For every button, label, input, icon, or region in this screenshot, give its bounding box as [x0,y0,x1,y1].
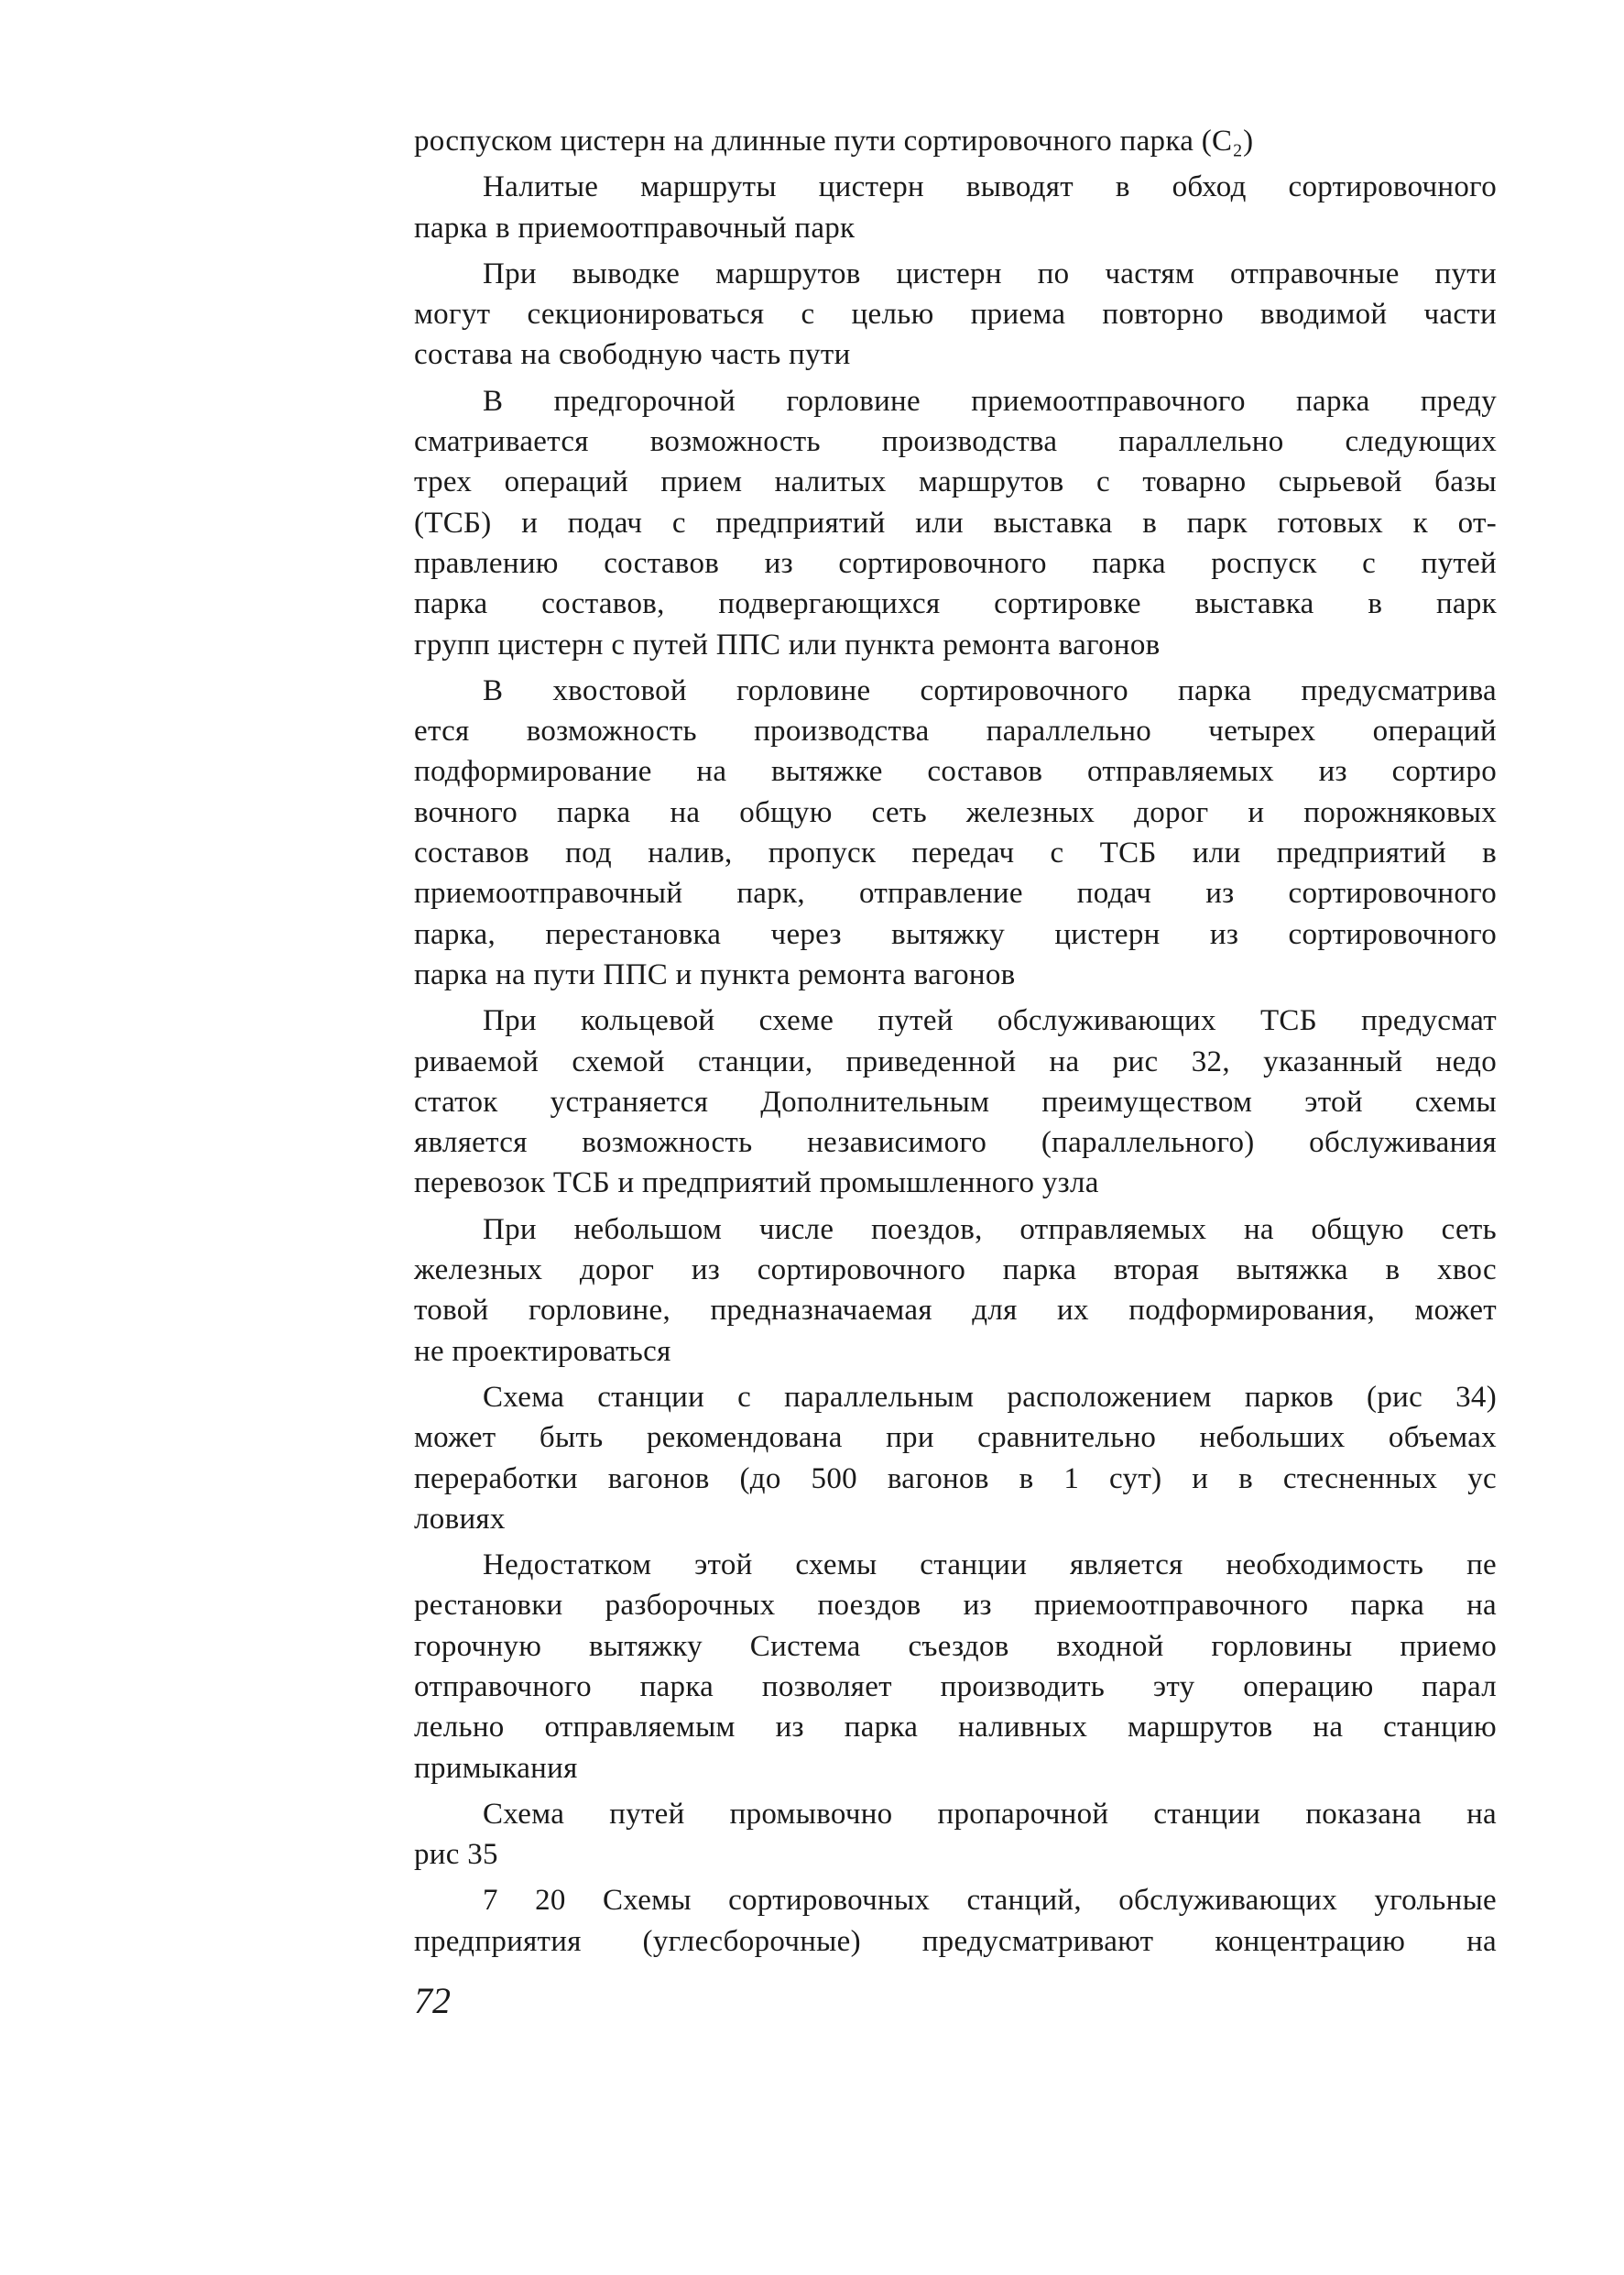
text-line: парка в приемоотправочный парк [414,211,856,245]
text-line: подформирование на вытяжке составов отправляемых из сортиро [414,755,1497,789]
page-number: 72 [414,1980,451,2021]
text-line: парка, перестановка через вытяжку цистерн из сортировочного [414,917,1497,951]
text-line: парка на пути ППС и пункта ремонта вагонов [414,957,1016,991]
text-line: рестановки разборочных поездов из приемоотправочного парка на [414,1589,1497,1623]
text-line: При небольшом числе поездов, отправляемых на общую сеть [483,1212,1497,1246]
paragraph [414,1545,1497,1788]
paragraph [414,1880,1497,1962]
text-line: роспуском цистерн на длинные пути сортировочного парка (С₂) [414,125,1254,158]
text-line: переработки вагонов (до 500 вагонов в 1 сут) и в стесненных ус [414,1461,1497,1495]
document-page [414,121,1497,1962]
text-line: является возможность независимого (параллельного) обслуживания [414,1126,1497,1160]
paragraph [414,1794,1497,1876]
text-line: Схема путей промывочно пропарочной станции показана на [483,1797,1497,1831]
text-line: могут секционироваться с целью приема повторно вводимой части [414,298,1497,332]
paragraph [414,167,1497,248]
text-line: Недостатком этой схемы станции является необходимость пе [483,1548,1497,1582]
text-line: риваемой схемой станции, приведенной на рис 32, указанный недо [414,1045,1497,1078]
text-line: отправочного парка позволяет производить эту операцию парал [414,1669,1497,1703]
text-line: Схема станции с параллельным расположением парков (рис 34) [483,1380,1497,1414]
text-line: лельно отправляемым из парка наливных маршрутов на станцию [414,1711,1497,1745]
text-line: примыкания [414,1751,578,1785]
text-line: При кольцевой схеме путей обслуживающих ТСБ предусмат [483,1004,1497,1038]
text-line: составов под налив, пропуск передач с ТСБ или предприятий в [414,837,1497,870]
text-line: 7 20 Схемы сортировочных станций, обслуживающих угольные [483,1884,1497,1918]
text-line: рис 35 [414,1838,498,1872]
text-line: предприятия (углесборочные) предусматривают концентрацию на [414,1924,1497,1958]
text-line: правлению составов из сортировочного парка роспуск с путей [414,546,1497,580]
text-line: может быть рекомендована при сравнительно небольших объемах [414,1421,1497,1455]
text-line: ловиях [414,1502,506,1536]
paragraph [414,671,1497,995]
text-line: горочную вытяжку Система съездов входной горловины приемо [414,1629,1497,1663]
text-line: трех операций прием налитых маршрутов с товарно сырьевой базы [414,465,1497,499]
paragraph [414,254,1497,376]
text-line: не проектироваться [414,1334,671,1368]
text-line: состава на свободную часть пути [414,338,851,372]
paragraph [414,1209,1497,1372]
text-line: (ТСБ) и подач с предприятий или выставка в парк готовых к от- [414,506,1497,540]
text-line: В хвостовой горловине сортировочного парка предусматрива [483,673,1497,707]
text-line: В предгорочной горловине приемоотправочного парка преду [483,384,1497,418]
paragraph [414,121,1497,161]
text-line: перевозок ТСБ и предприятий промышленного узла [414,1166,1099,1200]
text-line: приемоотправочный парк, отправление подач из сортировочного [414,877,1497,911]
text-line: статок устраняется Дополнительным преимуществом этой схемы [414,1085,1497,1119]
text-line: вочного парка на общую сеть железных дорог и порожняковых [414,795,1497,829]
paragraph [414,381,1497,665]
text-line: товой горловине, предназначаемая для их подформирования, может [414,1294,1497,1328]
text-line: групп цистерн с путей ППС или пункта ремонта вагонов [414,628,1161,662]
paragraph [414,1001,1497,1203]
paragraph [414,1377,1497,1539]
text-line: ется возможность производства параллельно четырех операций [414,715,1497,749]
text-line: Налитые маршруты цистерн выводят в обход сортировочного [483,170,1497,204]
text-line: При выводке маршрутов цистерн по частям отправочные пути [483,257,1497,290]
text-line: парка составов, подвергающихся сортировке выставка в парк [414,587,1497,621]
text-line: железных дорог из сортировочного парка вторая вытяжка в хвос [414,1253,1497,1287]
text-line: сматривается возможность производства параллельно следующих [414,425,1497,459]
